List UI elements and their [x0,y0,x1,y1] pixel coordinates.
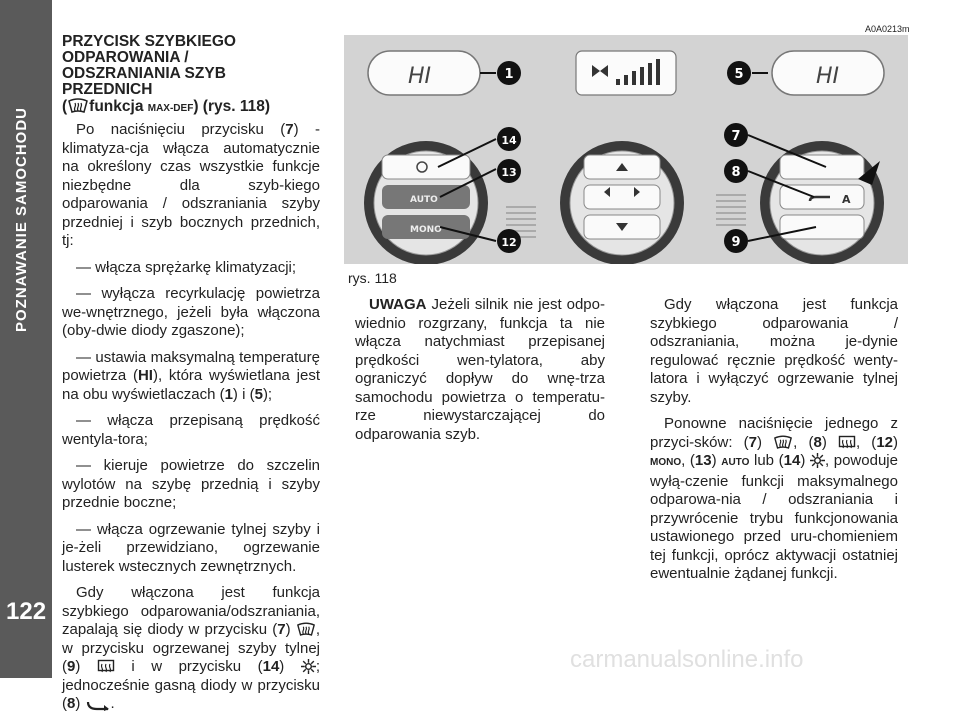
right-knob [760,141,884,264]
left-display [368,51,480,95]
windshield-defrost-icon [296,622,316,637]
sidebar [0,0,52,678]
column-2 [355,296,605,452]
paragraph: Po naciśnięciu przycisku (7) - klimatyza-cja włącza automatycznie na określony czas wszystkie funkcje niezbędne dla szyb-kiego odparowania / odszraniania szyby przedniej i szyb bocznych przednich, tj: [62,121,320,249]
windshield-defrost-icon [773,435,793,450]
right-display [772,51,884,95]
svg-text:8: 8 [731,165,741,180]
paragraph: Ponowne naciśnięcie jednego z przyci-sków: (7) , (8) , (12) MONO, (13) AUTO lub (14) , powoduje wyłą-czenie funkcji maksymalnego odparowa-nia / odszraniania i przywrócenie trybu funkcjonowania ustawionego przed uru-chomieniem tej funkcji, oprócz aktywacji ostatniej ewentualnie żądanej funkcji. [650,415,898,582]
paragraph: Gdy włączona jest funkcja szybkiego odparowania/odszraniania, zapalają się diody w przycisku (7) , w przycisku ogrzewanej szyby tylnej (9) i w przycisku (14) ; jednocześnie gasną diody w przycisku (8) . [62,584,320,712]
recirculation-icon [85,699,111,711]
list-item: — włącza ogrzewanie tylnej szyby i je-żeli przewidziano, ogrzewanie lusterek wstecznych zewnętrznych. [62,520,320,575]
svg-text:A: A [842,193,851,206]
svg-text:HI: HI [408,64,432,89]
left-knob [364,141,488,264]
svg-text:1: 1 [504,67,514,82]
watermark: carmanualsonline.info [570,646,804,673]
svg-text:14: 14 [501,134,517,147]
svg-text:12: 12 [501,236,517,249]
svg-text:5: 5 [734,67,744,82]
warning-label: UWAGA [369,296,427,313]
paragraph: Gdy włączona jest funkcja szybkiego odparowania / odszraniania, można je-dynie regulować ręcznie prędkość wenty-latora i wyłączyć ogrzewanie tylnej szyby. [650,296,898,406]
column-3 [650,296,898,592]
svg-text:HI: HI [816,64,840,89]
section-heading: PRZYCISK SZYBKIEGO ODPAROWANIA / ODSZRANIANIA SZYB PRZEDNICH ( funkcja MAX-DEF) (rys. 118) [62,33,270,115]
snowflake-icon [810,453,825,468]
svg-text:MONO: MONO [410,225,442,235]
snowflake-icon [301,659,316,674]
list-item: — włącza przepisaną prędkość wentyla-tora; [62,412,320,448]
svg-text:13: 13 [501,166,517,179]
warning-note: UWAGA Jeżeli silnik nie jest odpo-wiednio rozgrzany, funkcja ta nie włącza natychmiast przepisanej prędkości wen-tylatora, aby ograniczyć dopływ do wnę-trza samochodu powietrza o temperatu-rze niewystarczającej do odparowania szyb. [355,296,605,443]
windshield-defrost-icon [67,98,89,114]
fan-speed-display [576,51,676,95]
climate-control-panel-figure [344,35,908,264]
rear-window-heater-icon [838,435,856,450]
list-item: — kieruje powietrze do szczelin wylotów na szybę przednią i szyby przednie boczne; [62,457,320,511]
center-knob [560,141,684,264]
list-item: — wyłącza recyrkulację powietrza we-wnętrznego, jeżeli była włączona (oby-dwie diody zgaszone); [62,285,320,339]
rear-window-heater-icon [97,659,115,674]
svg-text:AUTO: AUTO [410,195,438,205]
list-item: — ustawia maksymalną temperaturę powietrza (HI), która wyświetlana jest na obu wyświetlaczach (1) i (5); [62,348,320,403]
list-item: — włącza sprężarkę klimatyzacji; [76,258,297,276]
figure-caption: rys. 118 [348,270,397,286]
svg-text:9: 9 [731,235,741,250]
page-number: 122 [6,598,47,625]
figure-id: A0A0213m [865,24,910,34]
column-1 [62,34,320,722]
section-title: POZNAWANIE SAMOCHODU [13,106,30,332]
svg-text:7: 7 [731,129,741,144]
